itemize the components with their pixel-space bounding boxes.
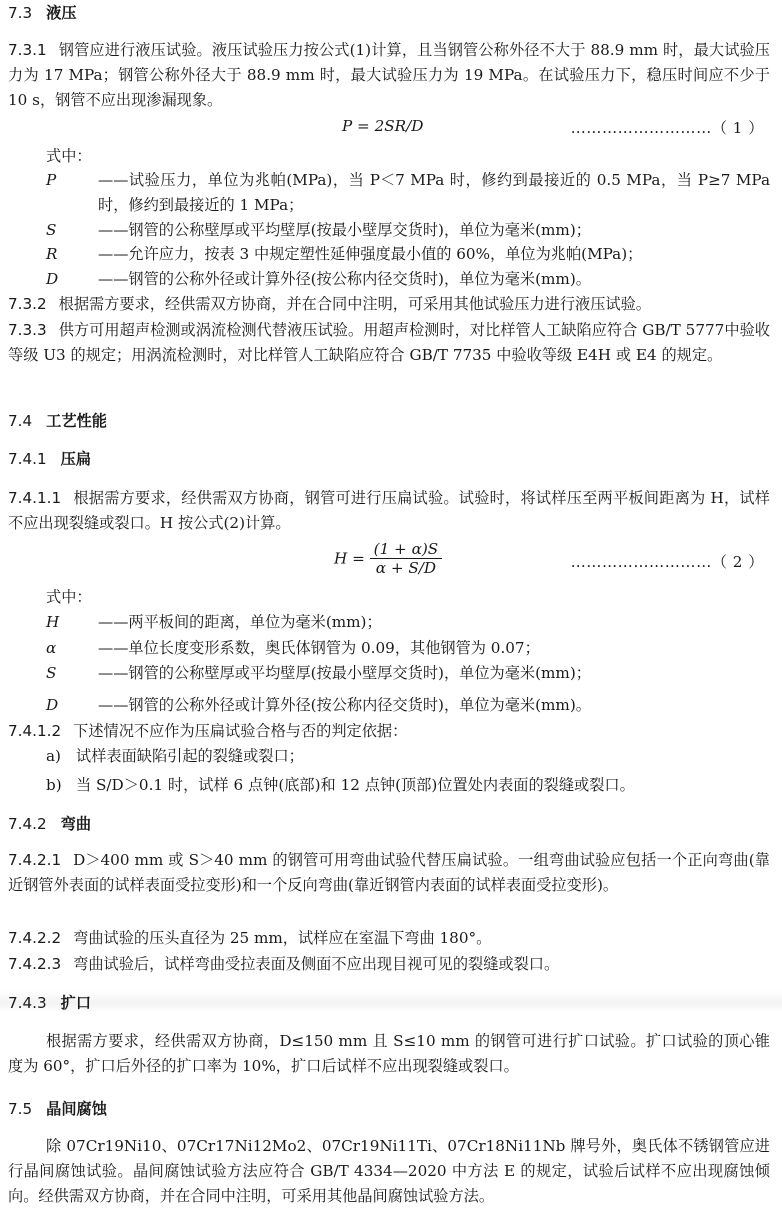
formula-1-number: ………………………（ 1 ） [570,119,764,137]
def-item: S ——钢管的公称壁厚或平均壁厚(按最小壁厚交货时)，单位为毫米(mm)； [46,664,591,682]
clause-7-4-2-2: 7.4.2.2 弯曲试验的压头直径为 25 mm，试样应在室温下弯曲 180°。 [8,929,492,947]
formula-1: P = 2SR/D [342,117,424,135]
formula-2: H = $\frac{(1 + \alpha)S}{\alpha + S/D}$ [334,540,442,577]
list-item: b) 当 S/D＞0.1 时，试样 6 点钟(底部)和 12 点钟(顶部)位置处内表面的裂缝或裂口。 [46,775,635,794]
where-label-2: 式中： [46,588,92,606]
def-item: H ——两平板间的距离，单位为毫米(mm)； [46,613,382,631]
clause-7-5: 除 07Cr19Ni10、07Cr17Ni12Mo2、07Cr19Ni11Ti、07Cr18Ni11Nb 牌号外，奥氏体不锈钢管应进行晶间腐蚀试验。晶间腐蚀试验方法应符合 GB/T 4334—2020 中方法 E 的规定，试验后试样不应出现腐蚀倾向。经供需双方协商，并在合同中注明，可采用其他晶间腐蚀试验方法。 [8,1137,770,1205]
clause-7-4-3: 根据需方要求，经供需双方协商，D≤150 mm 且 S≤10 mm 的钢管可进行扩口试验。扩口试验的顶心锥度为 60°，扩口后外径的扩口率为 10%，扩口后试样不应出现裂缝或裂口。 [8,1032,770,1075]
fraction: $\frac{(1 + \alpha)S}{\alpha + S/D}$ [370,540,443,577]
clause-7-3-1: 7.3.1 钢管应进行液压试验。液压试验压力按公式(1)计算，且当钢管公称外径不大于 88.9 mm 时，最大试验压力为 17 MPa；钢管公称外径大于 88.9 mm 时，最大试验压力为 19 MPa。在试验压力下，稳压时间应不少于 10 s，钢管不应出现渗漏现象。 [8,41,770,109]
section-heading-7-4-3: 7.4.3 扩口 [8,994,92,1012]
clause-7-3-2: 7.3.2 根据需方要求，经供需双方协商，并在合同中注明，可采用其他试验压力进行液压试验。 [8,295,651,313]
def-item: D ——钢管的公称外径或计算外径(按公称内径交货时)，单位为毫米(mm)。 [46,695,591,714]
clause-7-4-2-3: 7.4.2.3 弯曲试验后，试样弯曲受拉表面及侧面不应出现目视可见的裂缝或裂口。 [8,955,560,973]
section-heading-7-4-2: 7.4.2 弯曲 [8,815,92,833]
clause-7-3-3: 7.3.3 供方可用超声检测或涡流检测代替液压试验。用超声检测时，对比样管人工缺陷应符合 GB/T 5777中验收等级 U3 的规定；用涡流检测时，对比样管人工缺陷应符合 GB/T 7735 中验收等级 E4H 或 E4 的规定。 [8,321,770,364]
def-item: α ——单位长度变形系数，奥氏体钢管为 0.09，其他钢管为 0.07； [46,638,540,657]
clause-7-4-1-1: 7.4.1.1 根据需方要求，经供需双方协商，钢管可进行压扁试验。试验时，将试样压至两平板间距离为 H，试样不应出现裂缝或裂口。H 按公式(2)计算。 [8,489,770,532]
def-list-2 [8,610,770,718]
list-item: a) 试样表面缺陷引起的裂缝或裂口； [46,747,304,765]
def-item: R ——允许应力，按表 3 中规定塑性延伸强度最小值的 60%，单位为兆帕(MPa)； [46,245,643,264]
formula-2-number: ………………………（ 2 ） [570,553,764,571]
list-7-4-1-2 [8,744,770,798]
section-heading-7-4-1: 7.4.1 压扁 [8,450,92,468]
def-item: P ——试验压力，单位为兆帕(MPa)，当 P＜7 MPa 时，修约到最接近的 0.5 MPa，当 P≥7 MPa 时，修约到最接近的 1 MPa； [46,171,770,214]
def-item: D ——钢管的公称外径或计算外径(按公称内径交货时)，单位为毫米(mm)。 [46,270,591,289]
section-heading-7-4: 7.4 工艺性能 [8,412,107,430]
section-heading-7-5: 7.5 晶间腐蚀 [8,1100,107,1118]
clause-7-4-1-2: 7.4.1.2 下述情况不应作为压扁试验合格与否的判定依据： [8,722,408,740]
page-fold-shadow [0,990,782,1012]
def-list-1 [8,168,770,292]
clause-7-4-2-1: 7.4.2.1 D＞400 mm 或 S＞40 mm 的钢管可用弯曲试验代替压扁试验。一组弯曲试验应包括一个正向弯曲(靠近钢管外表面的试样表面受拉变形)和一个反向弯曲(靠近钢管内表面的试样表面受拉变形)。 [8,851,770,894]
where-label-1: 式中： [46,147,92,165]
section-heading-7-3: 7.3 液压 [8,4,77,22]
def-item: S ——钢管的公称壁厚或平均壁厚(按最小壁厚交货时)，单位为毫米(mm)； [46,220,591,239]
